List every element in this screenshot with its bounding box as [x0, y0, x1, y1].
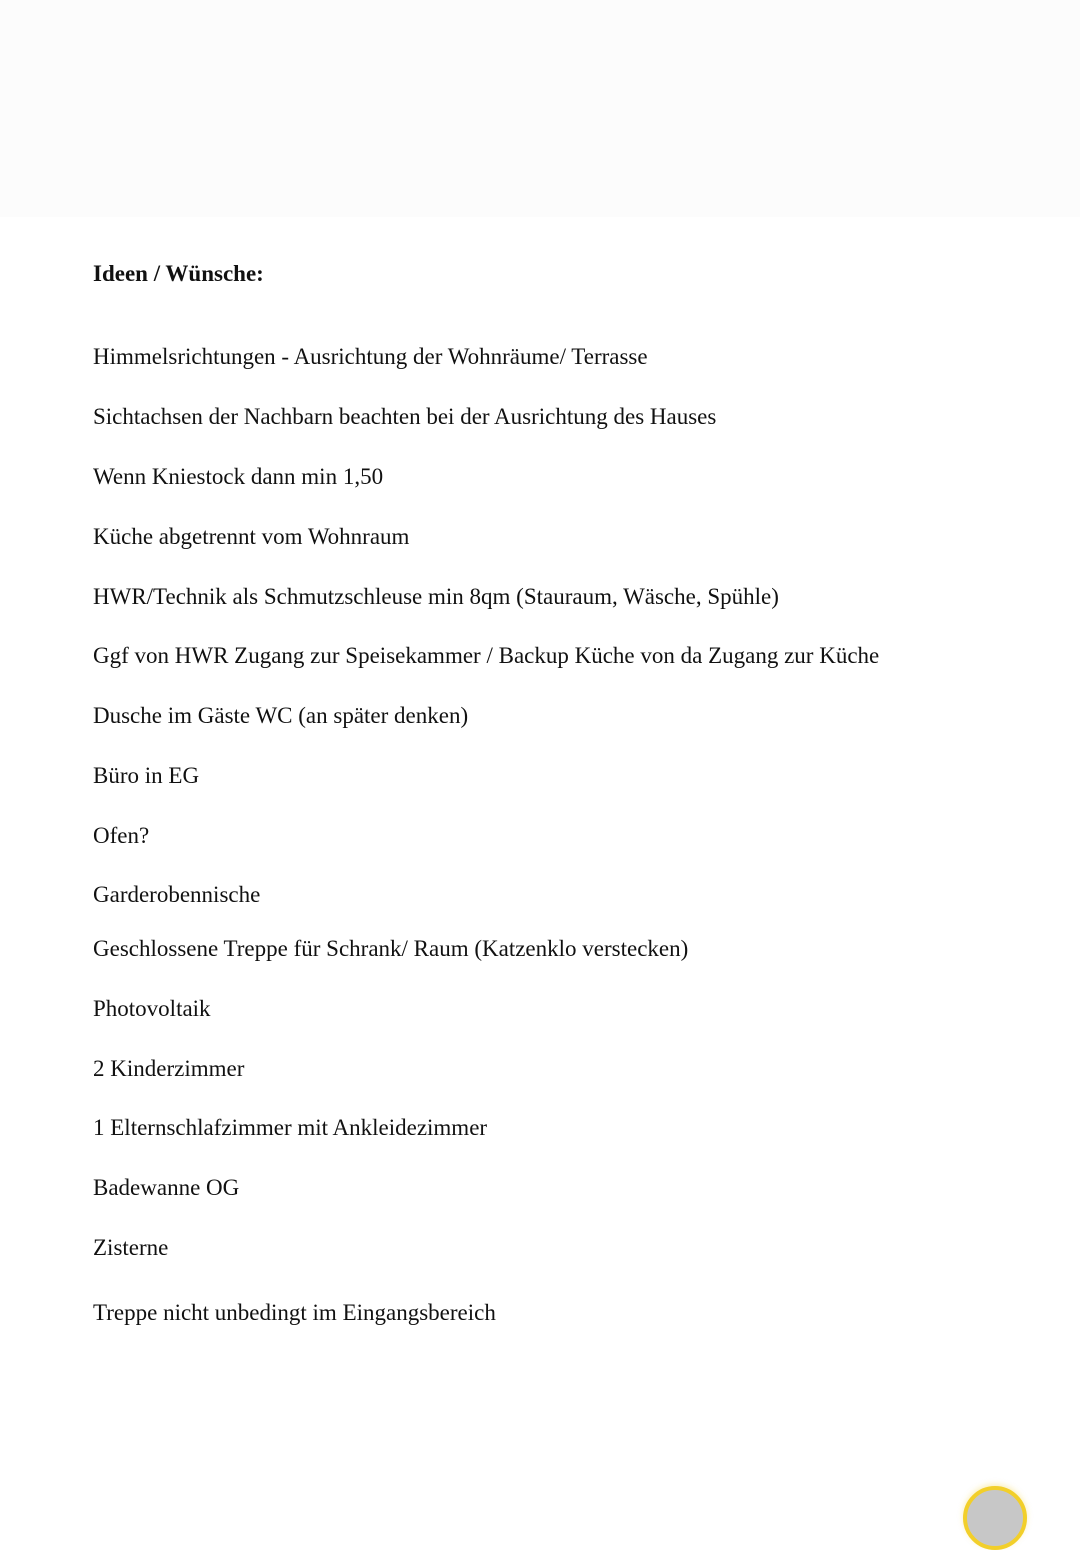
list-item: 2 Kinderzimmer [93, 1056, 245, 1081]
list-item: Photovoltaik [93, 996, 211, 1021]
list-item: Ofen? [93, 823, 150, 848]
list-item: Zisterne [93, 1235, 169, 1260]
list-item: Himmelsrichtungen - Ausrichtung der Wohnräume/ Terrasse [93, 344, 648, 369]
list-item: Dusche im Gäste WC (an später denken) [93, 703, 469, 728]
list-item: Ggf von HWR Zugang zur Speisekammer / Backup Küche von da Zugang zur Küche [93, 643, 880, 668]
list-item: Garderobennische [93, 882, 261, 907]
document-heading: Ideen / Wünsche: [93, 261, 264, 286]
floating-action-button[interactable] [963, 1486, 1027, 1550]
list-item: Geschlossene Treppe für Schrank/ Raum (Katzenklo verstecken) [93, 936, 689, 961]
list-item: Büro in EG [93, 763, 200, 788]
top-margin-band [0, 0, 1080, 217]
list-item: Küche abgetrennt vom Wohnraum [93, 524, 410, 549]
list-item: HWR/Technik als Schmutzschleuse min 8qm (Stauraum, Wäsche, Spühle) [93, 584, 779, 609]
list-item: Sichtachsen der Nachbarn beachten bei der Ausrichtung des Hauses [93, 404, 717, 429]
list-item: Treppe nicht unbedingt im Eingangsbereich [93, 1300, 496, 1325]
list-item: Wenn Kniestock dann min 1,50 [93, 464, 384, 489]
list-item: 1 Elternschlafzimmer mit Ankleidezimmer [93, 1115, 488, 1140]
list-item: Badewanne OG [93, 1175, 240, 1200]
